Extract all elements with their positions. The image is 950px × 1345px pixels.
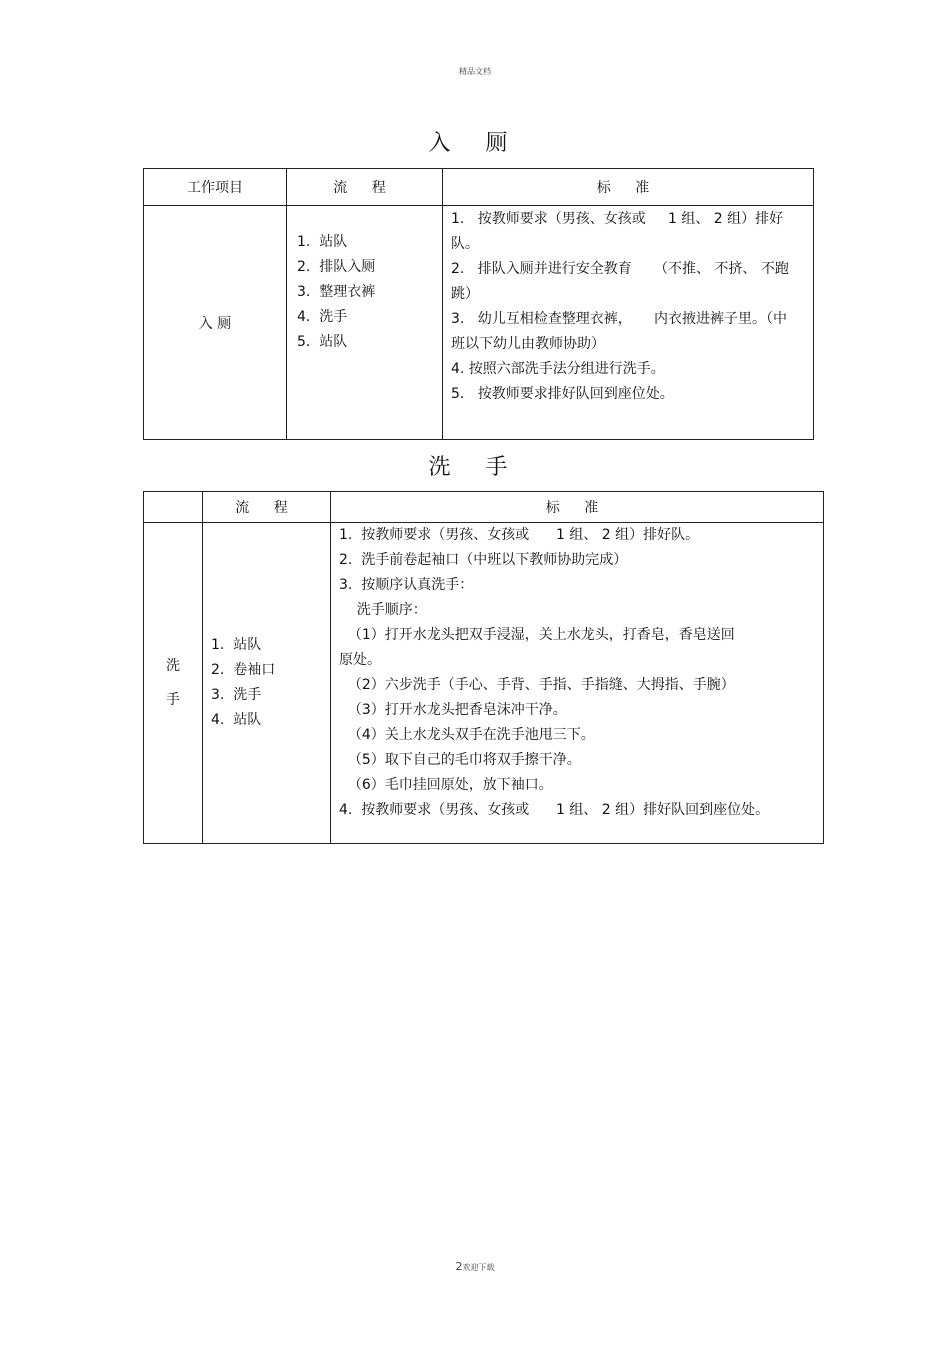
list-item: 4. 洗手 bbox=[297, 309, 348, 325]
list-item: （1）打开水龙头把双手浸湿，关上水龙头，打香皂，香皂送回 bbox=[339, 627, 735, 643]
standards-list bbox=[451, 206, 805, 407]
list-item: 1. 站队 bbox=[297, 234, 348, 250]
list-item: 2. 卷袖口 bbox=[211, 662, 276, 678]
list-item: 3. 按顺序认真洗手： bbox=[339, 577, 474, 593]
header-work-item: 工作项目 bbox=[144, 169, 287, 206]
list-item: （5）取下自己的毛巾将双手擦干净。 bbox=[339, 752, 581, 768]
list-item: 3. 洗手 bbox=[211, 687, 262, 703]
section-title-handwash: 洗 手 bbox=[428, 455, 522, 480]
list-item: （2）六步洗手（手心、手背、手指、手指缝、大拇指、手腕） bbox=[339, 677, 735, 693]
list-item: （3）打开水龙头把香皂沫冲干净。 bbox=[339, 702, 567, 718]
list-item: 4. 按教师要求（男孩、女孩或 1 组、 2 组）排好队回到座位处。 bbox=[339, 802, 770, 818]
list-item: 3. 整理衣裤 bbox=[297, 284, 376, 300]
category-label: 入 厕 bbox=[198, 315, 232, 332]
list-item: 1. 按教师要求（男孩、女孩或 1 组、 2 组）排好队。 bbox=[339, 527, 700, 543]
category-cell bbox=[144, 523, 203, 844]
standards-cell bbox=[331, 523, 824, 844]
list-item: （4）关上水龙头双手在洗手池甩三下。 bbox=[339, 727, 595, 743]
list-item: 洗手顺序： bbox=[339, 602, 427, 618]
page-number: 2 bbox=[455, 1260, 463, 1273]
table-row bbox=[144, 206, 814, 440]
list-item: 3. 幼儿互相检查整理衣裤， 内衣掖进裤子里。（中 bbox=[451, 311, 787, 327]
table-header-row bbox=[144, 169, 814, 206]
header-standard: 标 准 bbox=[443, 169, 814, 206]
header-empty bbox=[144, 492, 203, 523]
category-label-line2: 手 bbox=[166, 692, 180, 708]
toilet-table bbox=[143, 168, 814, 440]
table-row bbox=[144, 523, 824, 844]
list-item: 1. 站队 bbox=[211, 637, 262, 653]
category-label-line1: 洗 bbox=[166, 658, 180, 674]
header-process: 流 程 bbox=[287, 169, 443, 206]
process-cell bbox=[287, 206, 443, 440]
standards-cell bbox=[443, 206, 814, 440]
header-standard: 标 准 bbox=[331, 492, 824, 523]
process-list bbox=[297, 230, 442, 355]
footer-note bbox=[0, 1260, 950, 1273]
list-item: 2. 排队入厕并进行安全教育 （不推、 不挤、 不跑 bbox=[451, 261, 789, 277]
header-process: 流 程 bbox=[203, 492, 331, 523]
list-item: 1. 按教师要求（男孩、女孩或 1 组、 2 组）排好 bbox=[451, 211, 784, 227]
process-list bbox=[211, 633, 330, 733]
list-item: 2. 排队入厕 bbox=[297, 259, 376, 275]
list-item: 班以下幼儿由教师协助） bbox=[451, 336, 605, 352]
standards-list bbox=[339, 523, 815, 823]
list-item: 5. 按教师要求排好队回到座位处。 bbox=[451, 386, 674, 402]
header-note: 精品文档 bbox=[459, 67, 491, 76]
list-item: 队。 bbox=[451, 236, 479, 252]
list-item: 原处。 bbox=[339, 652, 381, 668]
list-item: 4. 站队 bbox=[211, 712, 262, 728]
section-title-toilet: 入 厕 bbox=[428, 131, 522, 156]
table-header-row bbox=[144, 492, 824, 523]
handwash-table bbox=[143, 491, 824, 844]
list-item: 5. 站队 bbox=[297, 334, 348, 350]
process-cell bbox=[203, 523, 331, 844]
footer-text: 欢迎下载 bbox=[462, 1263, 495, 1272]
list-item: 2. 洗手前卷起袖口（中班以下教师协助完成） bbox=[339, 552, 628, 568]
category-cell bbox=[144, 206, 287, 440]
list-item: 跳） bbox=[451, 286, 479, 302]
list-item: （6）毛巾挂回原处，放下袖口。 bbox=[339, 777, 553, 793]
list-item: 4. 按照六部洗手法分组进行洗手。 bbox=[451, 361, 665, 377]
